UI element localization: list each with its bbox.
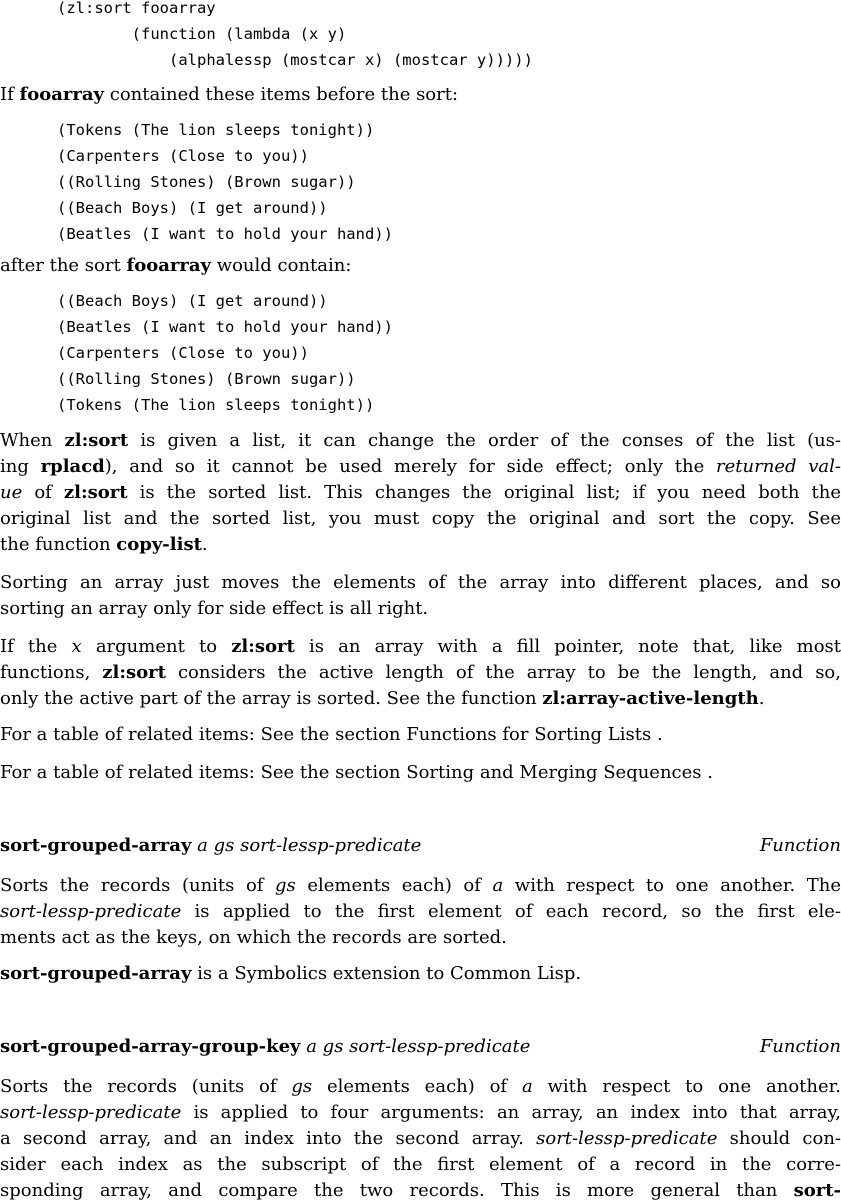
symbol-fooarray: fooarray xyxy=(126,255,211,276)
entry-header-sort-grouped-array xyxy=(0,835,841,861)
extension-note: sort-grouped-array is a Symbolics extension to Common Lisp. xyxy=(0,963,582,984)
code-line: (function (lambda (x y) xyxy=(85,25,347,43)
code-line: (zl:sort fooarray xyxy=(57,0,216,17)
code-line: (alphalessp (mostcar x) (mostcar y))))) xyxy=(85,51,533,69)
link-array-active-length: zl:array-active-length xyxy=(542,688,759,709)
link-copy-list: copy-list xyxy=(116,534,202,555)
entry-name: sort-grouped-array xyxy=(0,835,192,856)
code-line: ((Beach Boys) (I get around)) xyxy=(57,199,328,217)
entry-args: a gs sort-lessp-predicate xyxy=(191,835,422,856)
before-label: If fooarray contained these items before the sort: xyxy=(0,84,459,105)
code-line: (Beatles (I want to hold your hand)) xyxy=(57,225,393,243)
see-also-sorting-merging[interactable]: For a table of related items: See the section Sorting and Merging Sequences . xyxy=(0,762,713,783)
paragraph-fill-pointer: If the x argument to zl:sort is an array with a fill pointer, note that, like most functions, zl:sort considers the active length of the array to be the length, and so, only the active part of the array is sorted. See the function zl:array-active-length. xyxy=(0,636,841,709)
paragraph-list-sort: When zl:sort is given a list, it can change the order of the conses of the list (us- ing rplacd), and so it cannot be used merely for side effect; only the returned val- ue of zl:sort is the sorted list. This changes the original list; if you need both the original list and the sorted list, you must copy the original and sort the copy. See the function copy-list. xyxy=(0,430,841,555)
code-line: (Carpenters (Close to you)) xyxy=(57,344,309,362)
code-line: ((Beach Boys) (I get around)) xyxy=(57,292,328,310)
code-line: (Carpenters (Close to you)) xyxy=(57,147,309,165)
code-line: (Tokens (The lion sleeps tonight)) xyxy=(57,121,375,139)
paragraph-array-sort: Sorting an array just moves the elements of the array into different places, and so sorting an array only for side effect is all right. xyxy=(0,572,841,619)
code-line: (Beatles (I want to hold your hand)) xyxy=(57,318,393,336)
entry-kind: Function xyxy=(759,1036,841,1057)
entry-kind: Function xyxy=(759,835,841,856)
code-line: (Tokens (The lion sleeps tonight)) xyxy=(57,396,375,414)
entry-header-sort-grouped-array-group-key xyxy=(0,1036,841,1062)
code-after-items xyxy=(57,288,393,418)
after-label: after the sort fooarray would contain: xyxy=(0,255,352,276)
see-also-sorting-lists[interactable]: For a table of related items: See the section Functions for Sorting Lists . xyxy=(0,724,663,745)
paragraph-sort-grouped-array: Sorts the records (units of gs elements each) of a with respect to one another. The sort-lessp-predicate is applied to the first element of each record, so the first ele- ments act as the keys, on which the records are sorted. xyxy=(0,875,841,948)
code-before-items xyxy=(57,117,393,247)
paragraph-sort-grouped-array-group-key: Sorts the records (units of gs elements each) of a with respect to one another. sort-lessp-predicate is applied to four arguments: an array, an index into that array, a second array, and an index into the second array. sort-lessp-predicate should con- sider each index as the subscript of the first element of a record in the corre- sponding array, and compare the two records. This is more general than sort- xyxy=(0,1076,841,1201)
code-line: ((Rolling Stones) (Brown sugar)) xyxy=(57,370,356,388)
entry-args: a gs sort-lessp-predicate xyxy=(300,1036,531,1057)
entry-name: sort-grouped-array-group-key xyxy=(0,1036,301,1057)
code-line: ((Rolling Stones) (Brown sugar)) xyxy=(57,173,356,191)
code-intro xyxy=(57,0,533,73)
symbol-fooarray: fooarray xyxy=(19,84,105,105)
